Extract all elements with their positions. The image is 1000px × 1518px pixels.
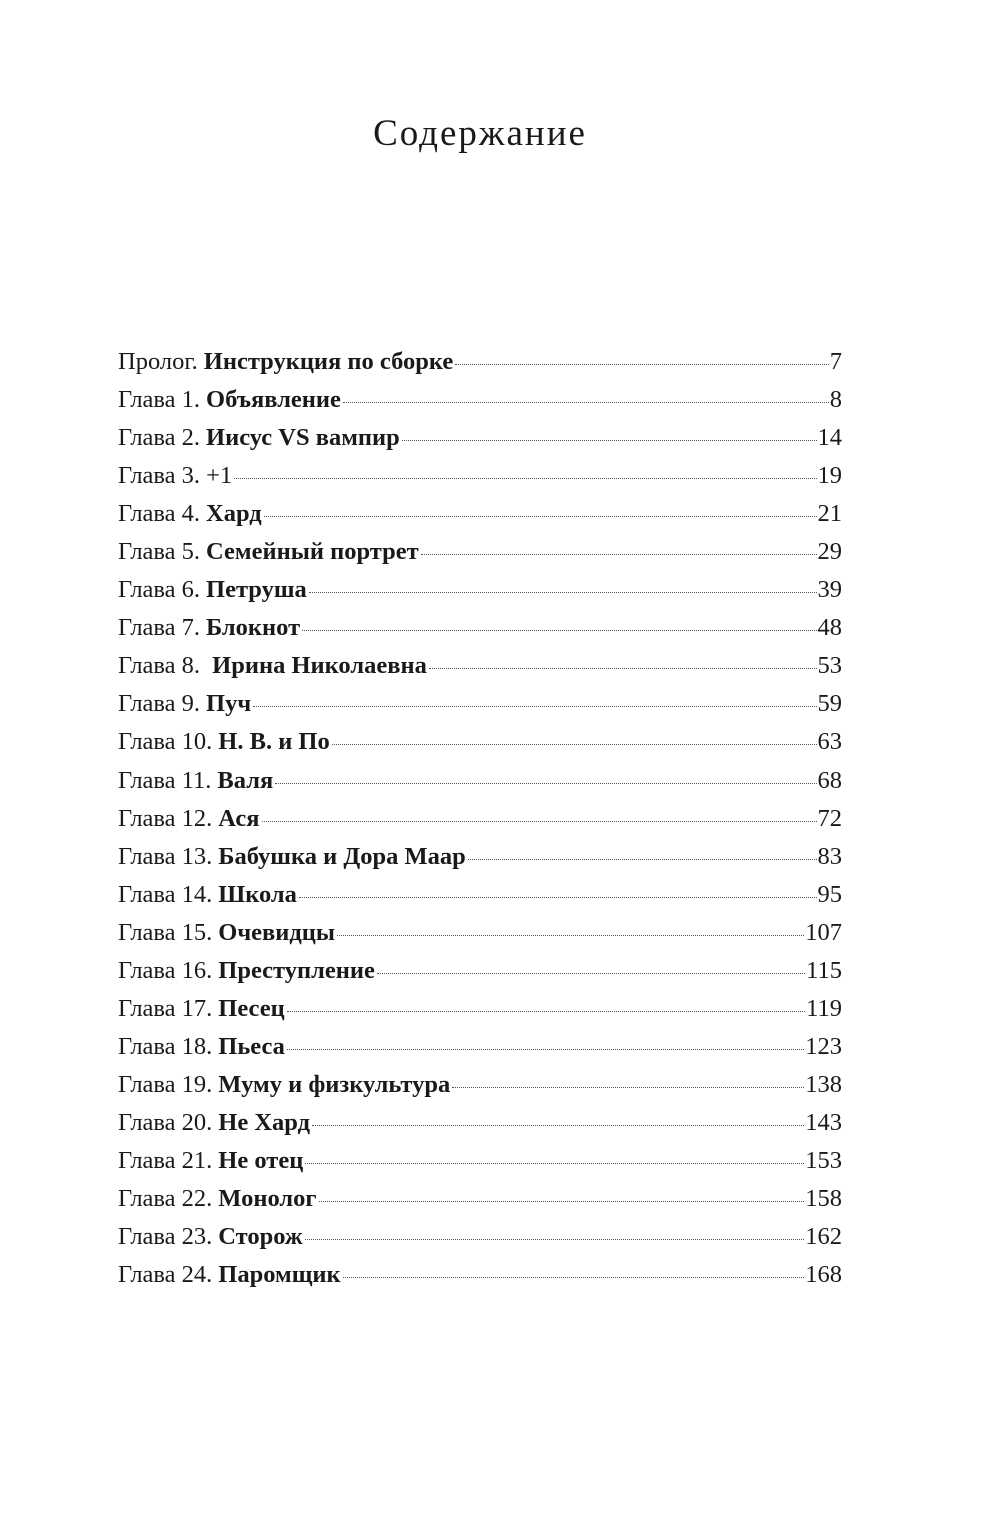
toc-entry-page-number: 115 [806, 956, 842, 984]
toc-entry-label: Глава 9. [118, 690, 201, 718]
toc-entry-page-number: 7 [829, 348, 842, 375]
toc-entry-page-number: 143 [805, 1108, 842, 1136]
toc-entry[interactable] [118, 876, 842, 914]
toc-entry-title: Сторож [218, 1223, 303, 1251]
toc-entry-label: Глава 20. [118, 1108, 213, 1136]
toc-entry-title: Бабушка и Дора Маар [218, 842, 466, 870]
toc-entry[interactable] [118, 533, 842, 571]
toc-entry-label: Глава 14. [118, 880, 213, 908]
toc-entry[interactable] [118, 343, 842, 381]
toc-entry-title: Хард [206, 500, 262, 528]
dot-leader [299, 897, 817, 898]
toc-entry-title: Иисус VS вампир [206, 424, 400, 452]
toc-entry-title: Школа [218, 880, 297, 908]
toc-entry-page-number: 123 [805, 1032, 842, 1060]
toc-entry-page-number: 138 [805, 1070, 842, 1098]
toc-entry[interactable] [118, 571, 842, 609]
toc-entry-page-number: 59 [817, 690, 842, 718]
toc-entry-page-number: 83 [817, 842, 842, 870]
dot-leader [337, 935, 804, 936]
toc-entry-page-number: 153 [805, 1146, 842, 1174]
dot-leader [312, 1125, 804, 1126]
dot-leader [275, 783, 816, 784]
toc-entry-title: Валя [217, 766, 274, 794]
dot-leader [455, 364, 828, 365]
dot-leader [421, 554, 817, 555]
dot-leader [287, 1011, 805, 1012]
toc-entry[interactable] [118, 800, 842, 838]
toc-entry[interactable] [118, 647, 842, 685]
dot-leader [343, 1277, 805, 1278]
toc-entry-label: Глава 16. [118, 956, 213, 984]
toc-entry-label: Глава 18. [118, 1032, 213, 1060]
toc-entry[interactable] [118, 1218, 842, 1256]
dot-leader [305, 1163, 804, 1164]
toc-entry-label: Глава 22. [118, 1185, 213, 1213]
toc-entry-label: Глава 11. [118, 766, 212, 794]
toc-entry-label: Глава 1. [118, 386, 201, 414]
toc-entry-label: Глава 13. [118, 842, 213, 870]
dot-leader [287, 1049, 804, 1050]
toc-entry-page-number: 107 [805, 918, 842, 946]
dot-leader [429, 668, 817, 669]
toc-entry-page-number: 21 [817, 500, 842, 528]
toc-entry-page-number: 8 [829, 386, 842, 414]
toc-entry-page-number: 162 [805, 1223, 842, 1251]
toc-entry-title: Пуч [206, 690, 252, 718]
dot-leader [264, 516, 817, 517]
toc-entry-title: Муму и физкультура [218, 1070, 451, 1098]
dot-leader [452, 1087, 804, 1088]
toc-entry[interactable] [118, 1256, 842, 1294]
toc-entry-page-number: 53 [817, 652, 842, 680]
toc-entry[interactable] [118, 381, 842, 419]
toc-entry[interactable] [118, 1142, 842, 1180]
toc-entry[interactable] [118, 762, 842, 800]
toc-entry[interactable] [118, 952, 842, 990]
toc-entry-page-number: 48 [817, 614, 842, 642]
toc-entry-title: Инструкция по сборке [203, 348, 454, 375]
toc-entry-label: Глава 15. [118, 918, 213, 946]
toc-entry[interactable] [118, 419, 842, 457]
toc-entry-label: Глава 19. [118, 1070, 213, 1098]
toc-entry[interactable] [118, 1104, 842, 1142]
toc-entry-page-number: 95 [817, 880, 842, 908]
toc-entry-title: Песец [218, 994, 285, 1022]
table-of-contents [118, 343, 842, 1294]
dot-leader [377, 973, 805, 974]
toc-entry-label: Глава 24. [118, 1261, 213, 1289]
toc-entry[interactable] [118, 1028, 842, 1066]
dot-leader [343, 402, 829, 403]
toc-entry-label: Глава 3. +1 [118, 462, 233, 490]
toc-entry-label: Глава 8. [118, 652, 207, 680]
toc-entry-label: Глава 5. [118, 538, 201, 566]
toc-entry[interactable] [118, 723, 842, 761]
toc-entry-page-number: 158 [805, 1185, 842, 1213]
dot-leader [309, 592, 817, 593]
toc-entry-title: Очевидцы [218, 918, 336, 946]
toc-entry-title: Петруша [206, 576, 307, 604]
toc-entry-page-number: 119 [806, 994, 842, 1022]
dot-leader [319, 1201, 805, 1202]
toc-entry[interactable] [118, 609, 842, 647]
toc-entry-title: Не Хард [218, 1108, 310, 1136]
dot-leader [402, 440, 817, 441]
toc-entry[interactable] [118, 914, 842, 952]
dot-leader [234, 478, 816, 479]
toc-entry[interactable] [118, 990, 842, 1028]
toc-entry-label: Глава 6. [118, 576, 201, 604]
dot-leader [305, 1239, 805, 1240]
toc-entry-page-number: 19 [817, 462, 842, 490]
dot-leader [468, 859, 817, 860]
toc-entry-page-number: 63 [817, 728, 842, 756]
toc-entry-label: Глава 12. [118, 804, 213, 832]
toc-entry-title: Не отец [218, 1146, 304, 1174]
toc-entry-label: Глава 23. [118, 1223, 213, 1251]
toc-entry-title: Преступление [218, 956, 375, 984]
toc-entry-label: Глава 2. [118, 424, 201, 452]
toc-entry-label: Глава 21. [118, 1146, 213, 1174]
toc-entry-page-number: 14 [817, 424, 842, 452]
toc-entry-label: Пролог. [118, 348, 198, 375]
dot-leader [262, 821, 817, 822]
toc-entry-title: Пьеса [218, 1032, 285, 1060]
toc-entry[interactable] [118, 1180, 842, 1218]
toc-entry-title: Ася [218, 804, 260, 832]
toc-entry-label: Глава 7. [118, 614, 201, 642]
toc-entry[interactable] [118, 838, 842, 876]
toc-entry[interactable] [118, 1066, 842, 1104]
toc-entry-title: Объявление [206, 386, 341, 414]
page-title: Содержание [373, 113, 587, 154]
toc-entry-page-number: 168 [805, 1261, 842, 1289]
toc-entry[interactable] [118, 457, 842, 495]
dot-leader [332, 744, 817, 745]
toc-entry-page-number: 29 [817, 538, 842, 566]
toc-entry-title: Монолог [218, 1185, 317, 1213]
toc-entry-title: Н. В. и По [218, 728, 330, 756]
toc-entry-label: Глава 4. [118, 500, 201, 528]
toc-entry-title: Блокнот [206, 614, 301, 642]
toc-entry-label: Глава 10. [118, 728, 213, 756]
toc-entry-page-number: 68 [817, 766, 842, 794]
toc-entry[interactable] [118, 685, 842, 723]
toc-entry-title: Паромщик [218, 1261, 341, 1289]
dot-leader [253, 706, 816, 707]
toc-entry-title: Семейный портрет [206, 538, 419, 566]
toc-entry-page-number: 72 [817, 804, 842, 832]
toc-entry-label: Глава 17. [118, 994, 213, 1022]
dot-leader [302, 630, 816, 631]
toc-entry-title: Ирина Николаевна [212, 652, 427, 680]
toc-entry[interactable] [118, 495, 842, 533]
toc-entry-page-number: 39 [817, 576, 842, 604]
